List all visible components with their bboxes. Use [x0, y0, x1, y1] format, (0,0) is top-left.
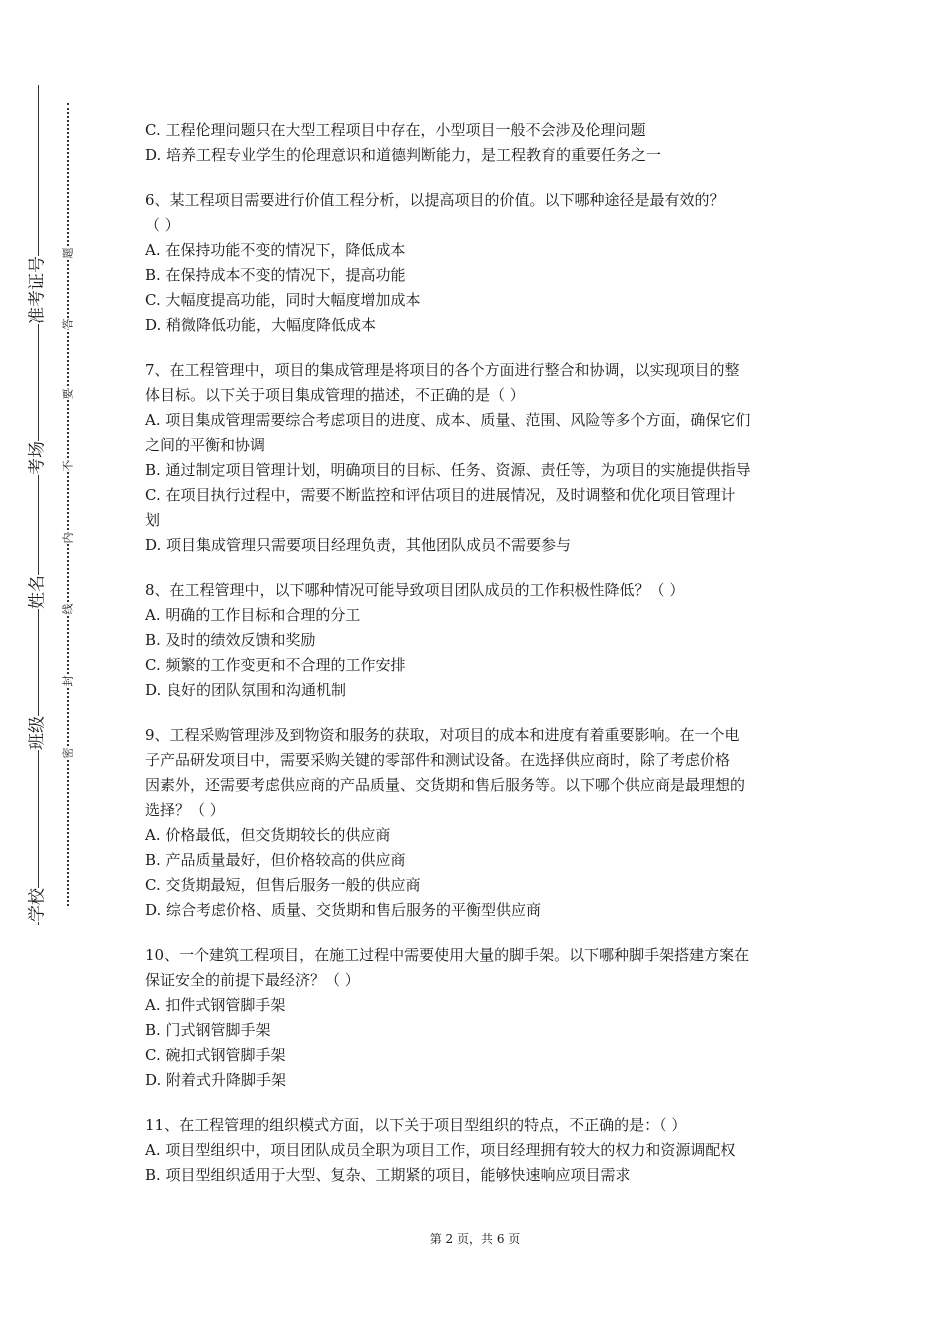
- question-6: [145, 188, 810, 338]
- seal-char: 题: [61, 247, 75, 259]
- field-label-exam-room: 考场: [27, 441, 48, 475]
- option-d: D. 良好的团队氛围和沟通机制: [145, 681, 347, 699]
- option-b: B. 门式钢管脚手架: [145, 1021, 271, 1039]
- option-d: D. 稍微降低功能，大幅度降低成本: [145, 316, 377, 334]
- option-d: D. 项目集成管理只需要项目经理负责，其他团队成员不需要参与: [145, 536, 572, 554]
- option-c: C. 频繁的工作变更和不合理的工作安排: [145, 656, 406, 674]
- option-c: C. 在项目执行过程中，需要不断监控和评估项目的进展情况，及时调整和优化项目管理计: [145, 486, 736, 504]
- option-d: D. 附着式升降脚手架: [145, 1071, 287, 1089]
- seal-char: 要: [61, 388, 75, 400]
- page-footer: 第 2 页，共 6 页: [429, 1232, 521, 1246]
- option-c: C. 大幅度提高功能，同时大幅度增加成本: [145, 291, 421, 309]
- field-label-name: 姓名: [27, 575, 48, 609]
- option-a: A. 价格最低，但交货期较长的供应商: [145, 826, 391, 844]
- option-b: B. 项目型组织适用于大型、复杂、工期紧的项目，能够快速响应项目需求: [145, 1166, 631, 1184]
- option-a: A. 项目型组织中，项目团队成员全职为项目工作，项目经理拥有较大的权力和资源调配权: [145, 1141, 736, 1159]
- option-a-continued: 之间的平衡和协调: [145, 436, 266, 454]
- question-stem: （ ）: [145, 216, 180, 234]
- seal-char: 封: [61, 675, 75, 687]
- option-b: B. 通过制定项目管理计划，明确项目的目标、任务、资源、责任等，为项目的实施提供指导: [145, 461, 751, 479]
- question-11: [145, 1113, 810, 1188]
- option-a: A. 项目集成管理需要综合考虑项目的进度、成本、质量、范围、风险等多个方面，确保它们: [145, 411, 751, 429]
- field-label-class: 班级: [27, 716, 48, 750]
- option-a: A. 在保持功能不变的情况下，降低成本: [145, 241, 406, 259]
- question-stem: 因素外，还需要考虑供应商的产品质量、交货期和售后服务等。以下哪个供应商是最理想的: [145, 776, 746, 794]
- question-stem: 9、工程采购管理涉及到物资和服务的获取，对项目的成本和进度有着重要影响。在一个电: [145, 726, 740, 744]
- option-a: A. 扣件式钢管脚手架: [145, 996, 286, 1014]
- question-stem: 11、在工程管理的组织模式方面，以下关于项目型组织的特点，不正确的是：（ ）: [145, 1116, 687, 1134]
- seal-char: 不: [61, 460, 75, 472]
- exam-content: [145, 118, 810, 1208]
- option-b: B. 产品质量最好，但价格较高的供应商: [145, 851, 406, 869]
- question-stem: 选择？（ ）: [145, 801, 225, 819]
- question-stem: 子产品研发项目中，需要采购关键的零部件和测试设备。在选择供应商时，除了考虑价格: [145, 751, 731, 769]
- field-label-exam-id: 准考证号: [27, 256, 48, 324]
- binding-solid-line: [38, 85, 39, 925]
- question-stem: 8、在工程管理中，以下哪种情况可能导致项目团队成员的工作积极性降低？（ ）: [145, 581, 685, 599]
- question-9: [145, 723, 810, 923]
- option-a: A. 明确的工作目标和合理的分工: [145, 606, 361, 624]
- question-10: [145, 943, 810, 1093]
- field-label-school: 学校: [27, 888, 48, 922]
- seal-dotted-line: [67, 103, 69, 906]
- option-c: C. 碗扣式钢管脚手架: [145, 1046, 286, 1064]
- option-c-continued: 划: [145, 511, 161, 529]
- option-d: D. 综合考虑价格、质量、交货期和售后服务的平衡型供应商: [145, 901, 542, 919]
- option-c: C. 工程伦理问题只在大型工程项目中存在，小型项目一般不会涉及伦理问题: [145, 121, 646, 139]
- question-stem: 保证安全的前提下最经济？（ ）: [145, 971, 360, 989]
- option-b: B. 及时的绩效反馈和奖励: [145, 631, 316, 649]
- seal-char: 内: [61, 532, 75, 544]
- question-8: [145, 578, 810, 703]
- seal-char: 密: [61, 747, 75, 759]
- question-stem: 10、一个建筑工程项目，在施工过程中需要使用大量的脚手架。以下哪种脚手架搭建方案在: [145, 946, 750, 964]
- option-c: C. 交货期最短，但售后服务一般的供应商: [145, 876, 421, 894]
- option-b: B. 在保持成本不变的情况下，提高功能: [145, 266, 406, 284]
- seal-char: 线: [61, 603, 75, 615]
- option-d: D. 培养工程专业学生的伦理意识和道德判断能力，是工程教育的重要任务之一: [145, 146, 662, 164]
- question-stem: 7、在工程管理中，项目的集成管理是将项目的各个方面进行整合和协调，以实现项目的整: [145, 361, 740, 379]
- question-7: [145, 358, 810, 558]
- question-5-continued: [145, 118, 810, 168]
- seal-char: 答: [61, 318, 75, 330]
- binding-margin: [0, 0, 110, 1344]
- question-stem: 6、某工程项目需要进行价值工程分析，以提高项目的价值。以下哪种途径是最有效的？: [145, 191, 725, 209]
- question-stem: 体目标。以下关于项目集成管理的描述，不正确的是（ ）: [145, 386, 525, 404]
